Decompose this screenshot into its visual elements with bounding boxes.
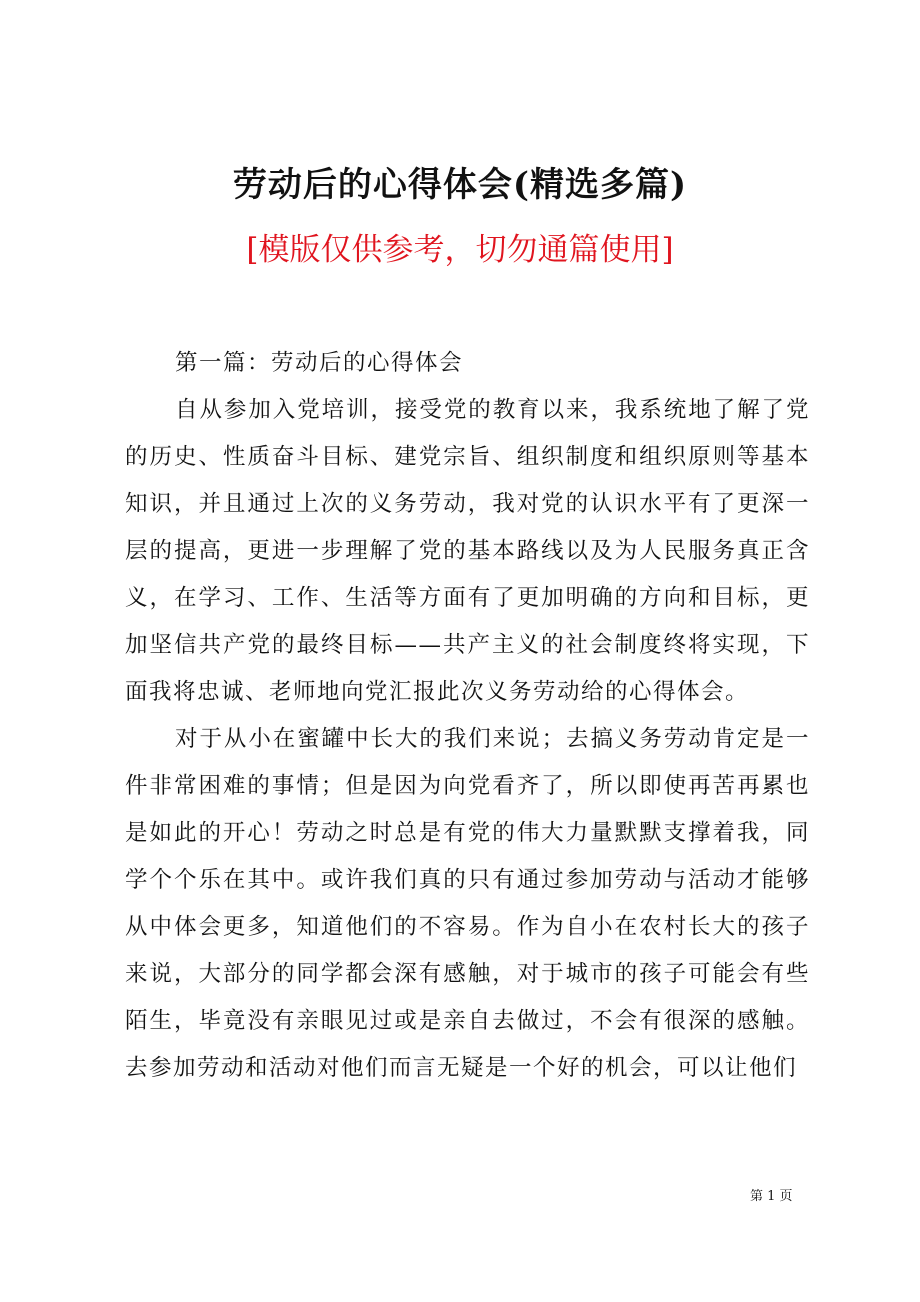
paragraph-1: 自从参加入党培训，接受党的教育以来，我系统地了解了党的历史、性质奋斗目标、建党宗旨、组织制度和组织原则等基本知识，并且通过上次的义务劳动，我对党的认识水平有了更深一层的提高，更进一步理解了党的基本路线以及为人民服务真正含义，在学习、工作、生活等方面有了更加明确的方向和目标，更加坚信共产党的最终目标——共产主义的社会制度终将实现，下面我将忠诚、老师地向党汇报此次义务劳动给的心得体会。 [125, 397, 810, 705]
paragraph-2: 对于从小在蜜罐中长大的我们来说；去搞义务劳动肯定是一件非常困难的事情；但是因为向党看齐了，所以即使再苦再累也是如此的开心！劳动之时总是有党的伟大力量默默支撑着我，同学个个乐在其中。或许我们真的只有通过参加劳动与活动才能够从中体会更多，知道他们的不容易。作为自小在农村长大的孩子来说，大部分的同学都会深有感触，对于城市的孩子可能会有些陌生，毕竟没有亲眼见过或是亲自去做过，不会有很深的感触。去参加劳动和活动对他们而言无疑是一个好的机会，可以让他们 [125, 726, 810, 1081]
page-number: 第 1 页 [750, 1189, 793, 1204]
document-title: 劳动后的心得体会(精选多篇) [232, 165, 688, 205]
document-subtitle: [模版仅供参考，切勿通篇使用] [246, 232, 674, 268]
section-heading: 第一篇：劳动后的心得体会 [175, 350, 464, 376]
document-body [125, 340, 810, 1092]
